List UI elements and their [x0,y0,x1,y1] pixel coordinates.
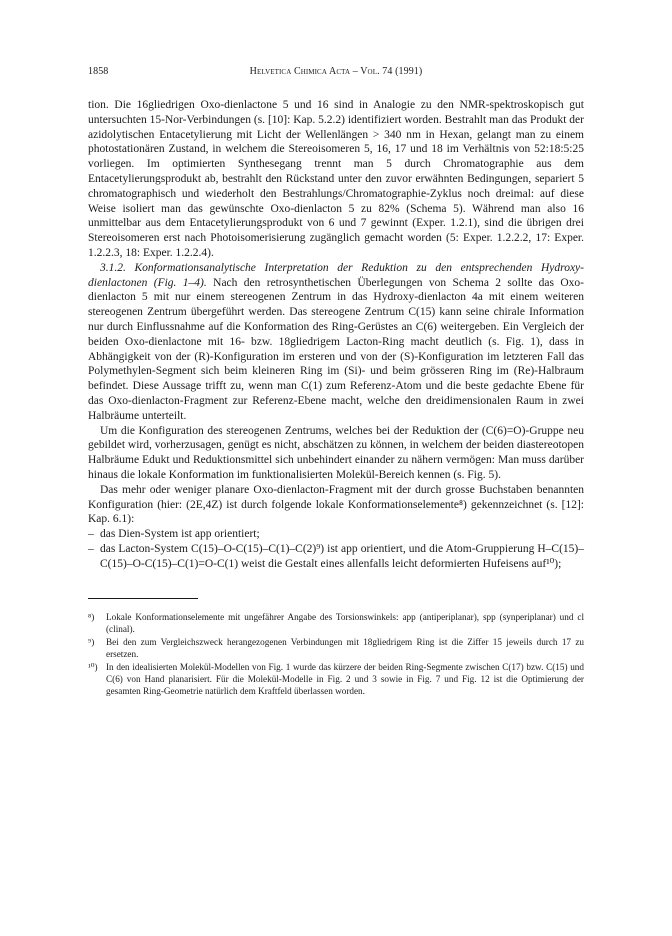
footnote-mark: ¹⁰) [88,661,98,672]
footnote-9 [88,636,584,660]
footnote-mark: ⁸) [88,611,95,622]
list-dash: – [88,528,94,541]
journal-page [88,66,584,698]
journal-title: Helvetica Chimica Acta – Vol. 74 (1991) [249,66,423,77]
footnote-text: Bei den zum Vergleichszweck herangezogenen Verbindungen mit 18gliedrigem Ring ist die Ziffer 15 jeweils durch 17 zu ersetzen. [106,636,584,659]
page-number: 1858 [88,66,109,77]
list-item-text: das Dien-System ist app orientiert; [100,528,260,541]
footnotes [88,611,584,697]
paragraph-2-text: Nach den retrosynthetischen Überlegungen von Schema 2 sollte das Oxo-dienlacton 5 mit nur einem stereogenen Zentrum in das Hydroxy-dienlacton 4a mit einem weiteren stereogenen Zentrum übergeführt werden. Das stereogene Zentrum C(15) kann seine chirale Information nur durch Einflussnahme auf die Konformation des Ring-Gerüstes an C(6) weitergeben. Ein Vergleich der beiden Oxo-dienlactone mit 16- bzw. 18gliedrigem Lacton-Ring macht deutlich (s. Fig. 1), dass in Abhängigkeit von der (R)-Konfiguration im ersteren und von der (S)-Konfiguration im letzteren Fall das Polymethylen-Segment sich beim kleineren Ring im (Si)- und beim grösseren Ring im (Re)-Halbraum befindet. Diese Aussage trifft zu, wenn man C(1) zum Referenz-Atom und die beste gedachte Ebene für das Oxo-dienlacton-Fragment zur Referenz-Ebene macht, welche den dreidimensionalen Raum in zwei Halbräume unterteilt. [88,276,585,422]
paragraph-3: Um die Konfiguration des stereogenen Zentrums, welches bei der Reduktion der (C(6)=O)-Gruppe neu gebildet wird, vorherzusagen, genügt es nicht, abschätzen zu können, in welchem der beiden diastereotopen Halbräume Edukt und Reduktionsmittel sich unbehindert einander zu nähern vermögen: Man muss darüber hinaus die lokale Konformation im funktionalisierten Molekül-Bereich kennen (s. Fig. 5). [88,424,584,481]
paragraph-2 [88,261,584,424]
paragraph-4: Das mehr oder weniger planare Oxo-dienlacton-Fragment mit der durch grosse Buchstaben benannten Konfiguration (hier: (2E,4Z) ist durch folgende lokale Konformationselemente⁸) gekennzeichnet (s. [12]: Kap. 6.1): [88,483,584,526]
footnote-divider [88,598,198,599]
paragraph-1: tion. Die 16gliedrigen Oxo-dienlactone 5 und 16 sind in Analogie zu den NMR-spektroskopisch gut untersuchten 15-Nor-Verbindungen (s. [10]: Kap. 5.2.2) identifiziert worden. Bestrahlt man das Produkt der azidolytischen Entacetylierung mit Licht der Wellenlängen > 340 nm in Hexan, gelangt man zu einem photostationären Zustand, in welchem die Stereoisomeren 5, 16, 17 und 18 im Verhältnis von 52:18:5:25 vorliegen. Im optimierten Synthesegang trennt man 5 durch Chromatographie aus dem Entacetylierungsprodukt ab, bestrahlt den Rückstand unter den zuvor erwähnten Bedingungen, separiert 5 chromatographisch und wiederholt den Bestrahlungs/Chromatographie-Zyklus noch dreimal: auf diese Weise isoliert man das gewünschte Oxo-dienlacton 5 zu 82% (Schema 5). Während man also 16 unmittelbar aus dem Entacetylierungsprodukt von 6 und 7 gewinnt (Exper. 1.2.1), sind die übrigen drei Stereoisomeren erst nach Photoisomerisierung zugänglich gemacht worden (5: Exper. 1.2.2.2, 17: Exper. 1.2.2.3, 18: Exper. 1.2.2.4). [88,99,584,259]
footnote-8 [88,611,584,635]
list-item [88,542,584,572]
footnote-text: Lokale Konformationselemente mit ungefährer Angabe des Torsionswinkels: app (antiperiplanar), spp (synperiplanar) und cl (clinal). [106,611,584,634]
body-text [88,98,584,572]
footnote-mark: ⁹) [88,636,95,647]
section-heading-3-1-2: 3.1.2. Konformationsanalytische Interpretation der Reduktion zu den entsprechenden Hydroxy-dienlactonen (Fig. 1–4). [88,261,584,289]
running-header [88,66,584,80]
footnote-10 [88,661,584,697]
list-dash: – [88,542,94,555]
conformation-list [88,527,584,571]
footnote-text: In den idealisierten Molekül-Modellen von Fig. 1 wurde das kürzere der beiden Ring-Segmente zwischen C(17) bzw. C(15) und C(6) von Hand planarisiert. Für die Molekül-Modelle in Fig. 2 und 3 sowie in Fig. 7 und Fig. 12 ist die Optimierung der gesamten Ring-Geometrie natürlich dem Kraftfeld überlassen worden. [106,661,584,696]
list-item-text: das Lacton-System C(15)–O-C(15)–C(1)–C(2)⁹) ist app orientiert, und die Atom-Gruppierung H–C(15)–C(15)–O-C(15)–C(1)=O-C(1) weist die Gestalt eines allenfalls leicht deformierten Hufeisens auf¹⁰); [100,542,584,570]
list-item [88,527,584,542]
